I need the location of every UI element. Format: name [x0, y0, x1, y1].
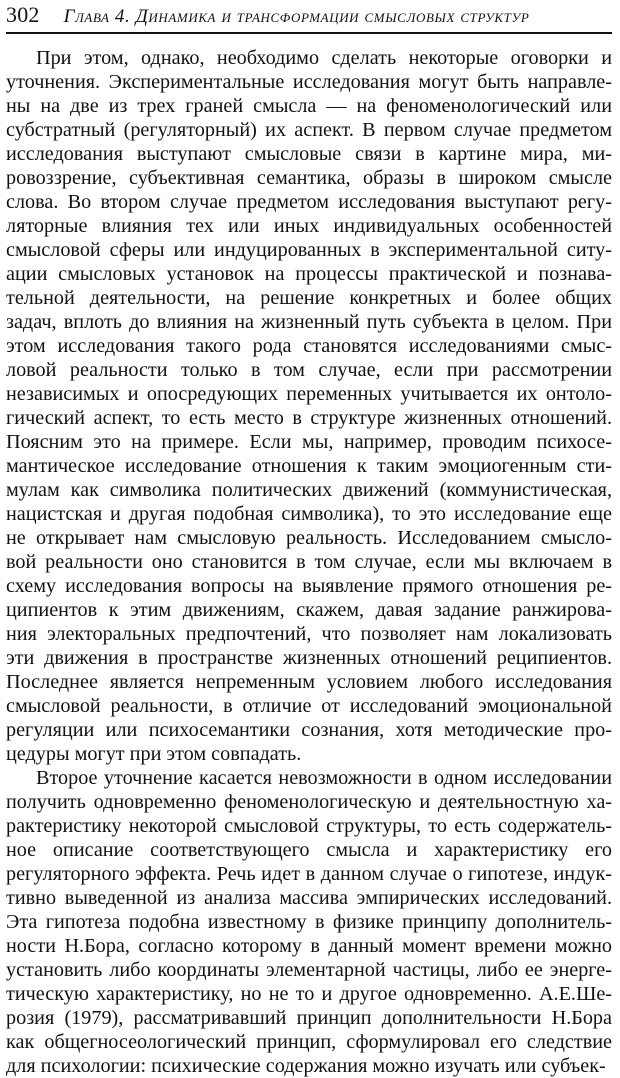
text-line: тельной деятельности, на решение конкретных и более общих [6, 287, 612, 309]
text-line: ное описание соответствующего смысла и характеристику его [6, 839, 612, 861]
text-line: ровоззрение, субъективная семантика, образы в широком смысле [6, 167, 612, 189]
text-line: смысловой реальности, в отличие от исследований эмоциональной [6, 695, 612, 717]
text-line: смысловой сферы или индуцированных в экспериментальной ситу- [6, 239, 612, 261]
text-line: слова. Во втором случае предметом исследования выступают регу- [6, 191, 612, 213]
text-line: этом исследования такого рода становятся исследованиями смыс- [6, 335, 612, 357]
text-line: Второе уточнение касается невозможности в одном исследовании [36, 767, 612, 789]
text-line: ципиентов к этим движениям, скажем, давая задание ранжирова- [6, 599, 612, 621]
text-line: Эта гипотеза подобна известному в физике принципу дополнитель- [6, 911, 612, 933]
text-line: задач, вплоть до влияния на жизненный путь субъекта в целом. При [6, 311, 612, 333]
text-line: как общегносеологический принцип, сформулировал его следствие [6, 1031, 612, 1053]
paragraph [6, 46, 612, 766]
text-line: уточнения. Экспериментальные исследования могут быть направле- [6, 71, 612, 93]
text-line: регуляторного эффекта. Речь идет в данном случае о гипотезе, индук- [6, 863, 612, 885]
page-number: 302 [6, 2, 40, 27]
text-line: вой реальности оно становится в том случае, если мы включаем в [6, 551, 612, 573]
text-line: тивно выведенной из анализа массива эмпирических исследований. [6, 887, 612, 909]
running-header [6, 2, 612, 34]
paragraph [6, 766, 612, 1078]
text-line: не открывает нам смысловую реальность. Исследованием смысло- [6, 527, 612, 549]
text-line: ации смысловых установок на процессы практической и познава- [6, 263, 612, 285]
text-line: мантическое исследование отношения к таким эмоциогенным сти- [6, 455, 612, 477]
text-line: При этом, однако, необходимо сделать некоторые оговорки и [36, 47, 612, 69]
text-line: ности Н.Бора, согласно которому в данный момент времени можно [6, 935, 612, 957]
text-line: регуляции или психосемантики сознания, хотя методические про- [6, 719, 612, 741]
text-line: ловой реальности только в том случае, если при рассмотрении [6, 359, 612, 381]
text-line: розия (1979), рассматривавший принцип дополнительности Н.Бора [6, 1007, 612, 1029]
text-line: гический аспект, то есть место в структуре жизненных отношений. [6, 407, 612, 429]
body-text [6, 46, 612, 1078]
text-line: Последнее является непременным условием любого исследования [6, 671, 612, 693]
chapter-title: Глава 4. Динамика и трансформации смысловых структур [63, 6, 530, 27]
text-line: ляторные влияния тех или иных индивидуальных особенностей [6, 215, 612, 237]
text-line: эти движения в пространстве жизненных отношений реципиентов. [6, 647, 612, 669]
text-line: цедуры могут при этом совпадать. [6, 743, 302, 765]
text-line: ния электоральных предпочтений, что позволяет нам локализовать [6, 623, 612, 645]
text-line: схему исследования вопросы на выявление прямого отношения ре- [6, 575, 612, 597]
text-line: мулам как символика политических движений (коммунистическая, [6, 479, 612, 501]
text-line: получить одновременно феноменологическую и деятельностную ха- [6, 791, 612, 813]
text-line: Поясним это на примере. Если мы, например, проводим психосе- [6, 431, 612, 453]
text-line: тическую характеристику, но не то и другое одновременно. А.Е.Ше- [6, 983, 612, 1005]
text-line: исследования выступают смысловые связи в картине мира, ми- [6, 143, 612, 165]
text-line: установить либо координаты элементарной частицы, либо ее энерге- [6, 959, 612, 981]
text-line: для психологии: психические содержания можно изучать или субъек- [6, 1055, 606, 1077]
text-line: субстратный (регуляторный) их аспект. В первом случае предметом [6, 119, 612, 141]
text-line: ны на две из трех граней смысла — на феноменологический или [6, 95, 612, 117]
text-line: нацистская и другая подобная символика), то это исследование еще [6, 503, 612, 525]
text-line: рактеристику некоторой смысловой структуры, то есть содержатель- [6, 815, 612, 837]
text-line: независимых и опосредующих переменных учитывается их онтоло- [6, 383, 612, 405]
